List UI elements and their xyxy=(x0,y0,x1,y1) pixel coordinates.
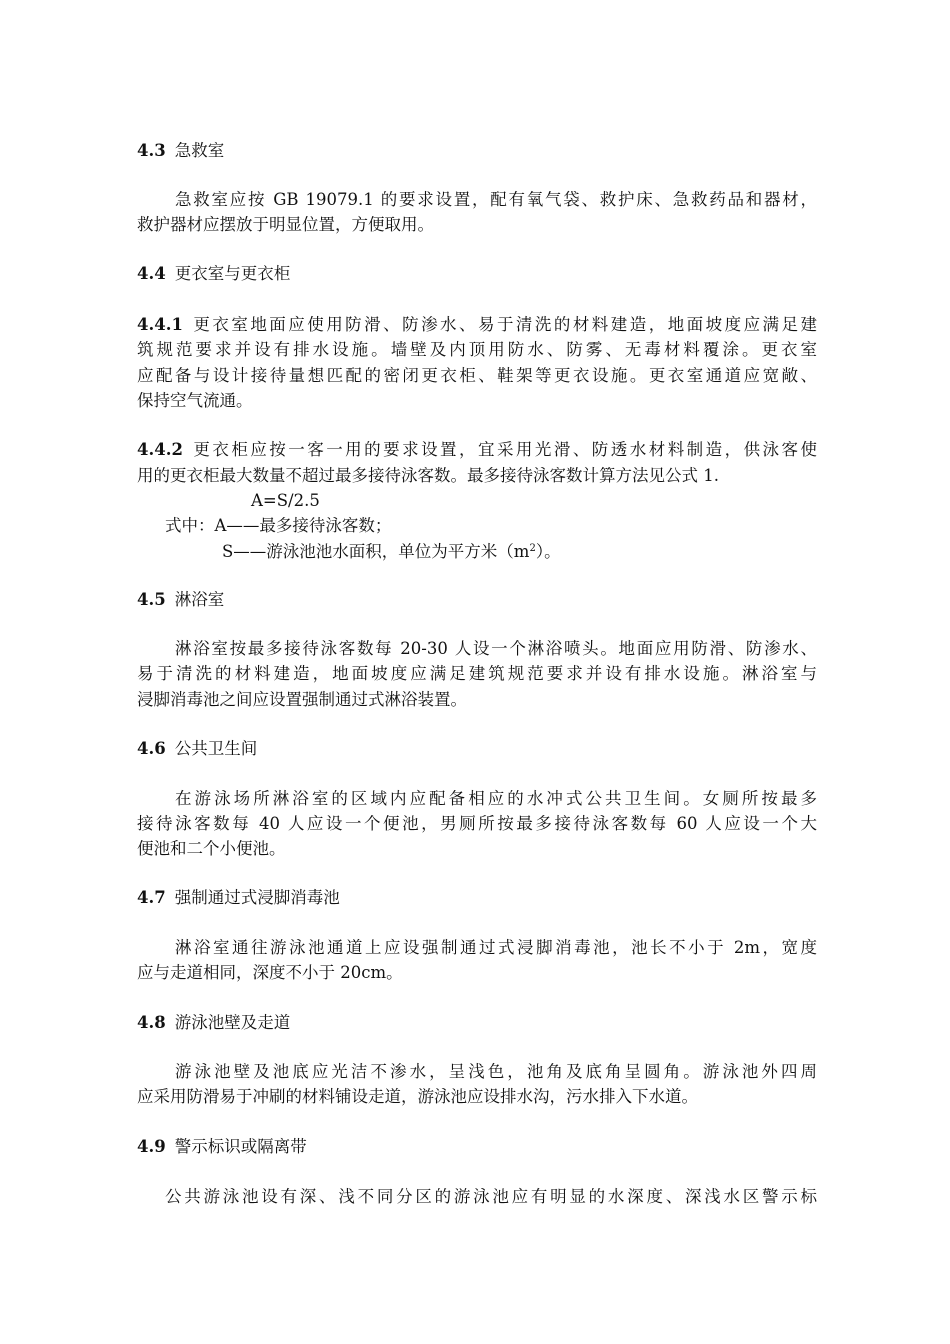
section-number: 4.5 xyxy=(137,590,166,609)
where-a-text: A——最多接待泳客数； xyxy=(214,516,392,535)
paragraph-line: 浸脚消毒池之间应设置强制通过式淋浴装置。 xyxy=(137,690,467,709)
section-number: 4.6 xyxy=(137,739,166,758)
formula: A=S/2.5 xyxy=(251,491,320,510)
section-title: 公共卫生间 xyxy=(174,739,258,758)
paragraph-text: 更衣柜应按一客一用的要求设置，宜采用光滑、防透水材料制造，供泳客使 xyxy=(190,440,817,459)
section-number: 4.4.1 xyxy=(137,315,183,334)
section-title: 淋浴室 xyxy=(174,590,225,609)
heading-4-9 xyxy=(137,1135,307,1159)
formula-where-s xyxy=(222,540,561,564)
section-number: 4.8 xyxy=(137,1013,166,1032)
heading-4-7 xyxy=(137,886,340,910)
heading-4-5 xyxy=(137,588,224,612)
paragraph-4-4-2-line xyxy=(137,438,817,462)
heading-4-8 xyxy=(137,1011,290,1035)
paragraph-line: 在游泳场所淋浴室的区域内应配备相应的水冲式公共卫生间。女厕所按最多 xyxy=(175,789,817,808)
section-number: 4.7 xyxy=(137,888,166,907)
where-s-text: S——游泳池池水面积，单位为平方米（m xyxy=(222,542,530,561)
paragraph-text: 更衣室地面应使用防滑、防渗水、易于清洗的材料建造，地面坡度应满足建 xyxy=(190,315,817,334)
section-title: 更衣室与更衣柜 xyxy=(174,264,291,283)
section-number: 4.3 xyxy=(137,141,166,160)
paragraph-line: 淋浴室按最多接待泳客数每 20-30 人设一个淋浴喷头。地面应用防滑、防渗水、 xyxy=(175,639,817,658)
heading-4-4 xyxy=(137,262,290,286)
paragraph-line: 筑规范要求并设有排水设施。墙壁及内顶用防水、防雾、无毒材料覆涂。更衣室 xyxy=(137,340,817,359)
heading-4-6 xyxy=(137,737,257,761)
paragraph-line: 应与走道相同，深度不小于 20cm。 xyxy=(137,963,403,982)
paragraph-line: 接待泳客数每 40 人应设一个便池，男厕所按最多接待泳客数每 60 人应设一个大 xyxy=(137,814,817,833)
paragraph-line: 急救室应按 GB 19079.1 的要求设置，配有氧气袋、救护床、急救药品和器材， xyxy=(175,190,817,209)
section-title: 游泳池壁及走道 xyxy=(174,1013,291,1032)
paragraph-line: 淋浴室通往游泳池通道上应设强制通过式浸脚消毒池，池长不小于 2m，宽度 xyxy=(175,938,817,957)
section-title: 强制通过式浸脚消毒池 xyxy=(174,888,340,907)
section-number: 4.4 xyxy=(137,264,166,283)
paragraph-line: 公共游泳池设有深、浅不同分区的游泳池应有明显的水深度、深浅水区警示标 xyxy=(165,1187,817,1206)
paragraph-line: 应配备与设计接待量想匹配的密闭更衣柜、鞋架等更衣设施。更衣室通道应宽敞、 xyxy=(137,366,817,385)
paragraph-line: 便池和二个小便池。 xyxy=(137,839,286,858)
paragraph-4-4-1-line xyxy=(137,313,817,337)
section-title: 急救室 xyxy=(174,141,225,160)
paragraph-line: 易于清洗的材料建造，地面坡度应满足建筑规范要求并设有排水设施。淋浴室与 xyxy=(137,664,817,683)
paragraph-line: 救护器材应摆放于明显位置，方便取用。 xyxy=(137,215,434,234)
section-number: 4.4.2 xyxy=(137,440,183,459)
paragraph-line: 游泳池壁及池底应光洁不渗水，呈浅色，池角及底角呈圆角。游泳池外四周 xyxy=(175,1062,817,1081)
paragraph-line: 应采用防滑易于冲刷的材料铺设走道，游泳池应设排水沟，污水排入下水道。 xyxy=(137,1087,698,1106)
superscript: 2 xyxy=(529,543,536,554)
section-number: 4.9 xyxy=(137,1137,166,1156)
paragraph-line: 用的更衣柜最大数量不超过最多接待泳客数。最多接待泳客数计算方法见公式 1. xyxy=(137,466,719,485)
where-label: 式中： xyxy=(165,516,215,535)
heading-4-3 xyxy=(137,139,224,163)
formula-where-a xyxy=(165,514,391,538)
section-title: 警示标识或隔离带 xyxy=(174,1137,307,1156)
where-s-end: ）。 xyxy=(535,542,561,561)
paragraph-line: 保持空气流通。 xyxy=(137,391,253,410)
